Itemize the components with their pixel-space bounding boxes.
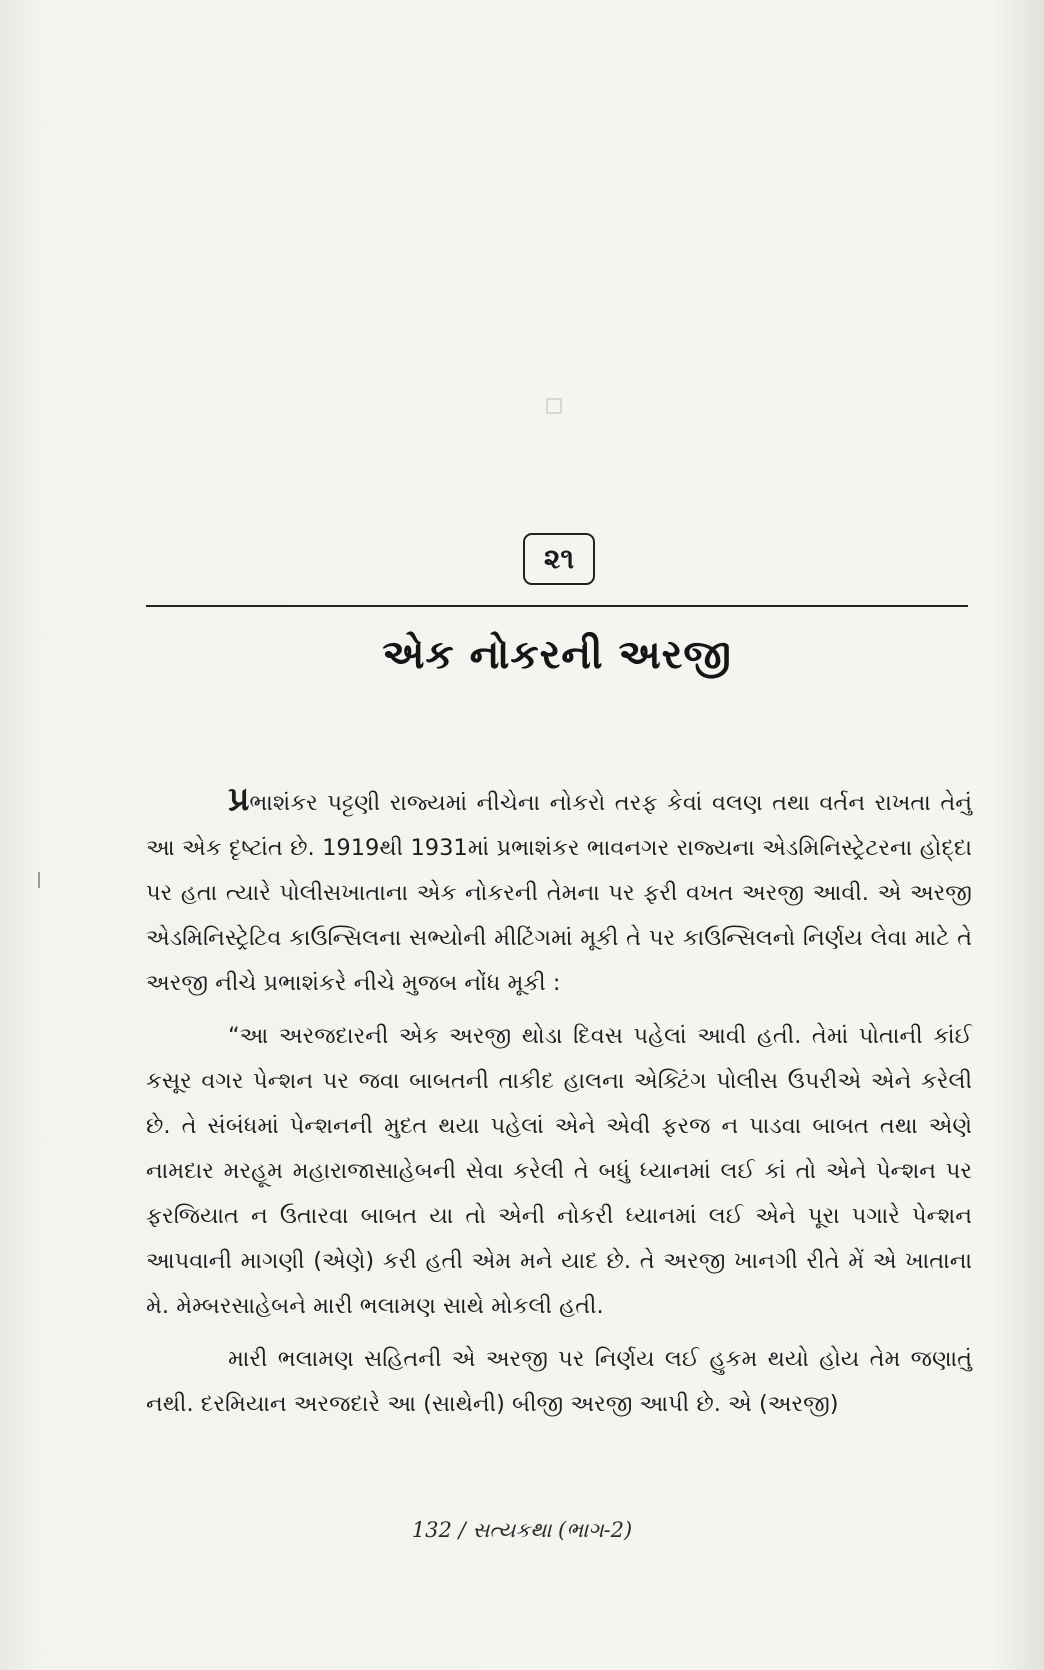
paragraph-3: મારી ભલામણ સહિતની એ અરજી પર નિર્ણય લઈ હુકમ થયો હોય તેમ જણાતું નથી. દરમિયાન અરજદારે આ (સાથેની) બીજી અરજી આપી છે. એ (અરજી) bbox=[146, 1346, 972, 1417]
paragraph-2: “આ અરજદારની એક અરજી થોડા દિવસ પહેલાં આવી હતી. તેમાં પોતાની કાંઈ કસૂર વગર પેન્શન પર જવા બાબતની તાકીદ હાલના એક્ટિંગ પોલીસ ઉપરીએ એને કરેલી છે. તે સંબંધમાં પેન્શનની મુદત થયા પહેલાં એને એવી ફરજ ન પાડવા બાબત તથા એણે નામદાર મરહૂમ મહારાજાસાહેબની સેવા કરેલી તે બધું ધ્યાનમાં લઈ કાં તો એને પેન્શન પર ફરજિયાત ન ઉતારવા બાબત યા તો એની નોકરી ધ્યાનમાં લઈ એને પૂરા પગારે પેન્શન આપવાની માગણી (એણે) કરી હતી એમ મને યાદ છે. તે અરજી ખાનગી રીતે મેં એ ખાતાના મે. મેમ્બરસાહેબને મારી ભલામણ સાથે મોકલી હતી. bbox=[146, 1023, 972, 1319]
bleed-through-mark bbox=[546, 398, 562, 414]
chapter-title: એક નોકરની અરજી bbox=[382, 632, 732, 678]
paragraph-1-text: ભાશંકર પટ્ટણી રાજ્યમાં નીચેના નોકરો તરફ કેવાં વલણ તથા વર્તન રાખતા તેનું આ એક દૃષ્ટાંત છે. 1919થી 1931માં પ્રભાશંકર ભાવનગર રાજ્યના એડમિનિસ્ટ્રેટરના હોદ્દા પર હતા ત્યારે પોલીસખાતાના એક નોકરની તેમના પર ફરી વખત અરજી આવી. એ અરજી એડમિનિસ્ટ્રેટિવ કાઉન્સિલના સભ્યોની મીટિંગમાં મૂકી તે પર કાઉન્સિલનો નિર્ણય લેવા માટે તે અરજી નીચે પ્રભાશંકરે નીચે મુજબ નોંધ મૂકી : bbox=[146, 790, 972, 996]
page-footer: 132 / સત્યકથા (ભાગ-2) bbox=[411, 1518, 633, 1542]
chapter-number: ૨૧ bbox=[543, 542, 575, 575]
margin-mark bbox=[38, 872, 40, 888]
chapter-number-box bbox=[523, 533, 595, 585]
chapter-divider bbox=[146, 605, 968, 607]
paragraph-1 bbox=[146, 776, 972, 1006]
body-text bbox=[146, 776, 972, 1435]
paragraph-1-initial: પ્ર bbox=[228, 779, 250, 818]
